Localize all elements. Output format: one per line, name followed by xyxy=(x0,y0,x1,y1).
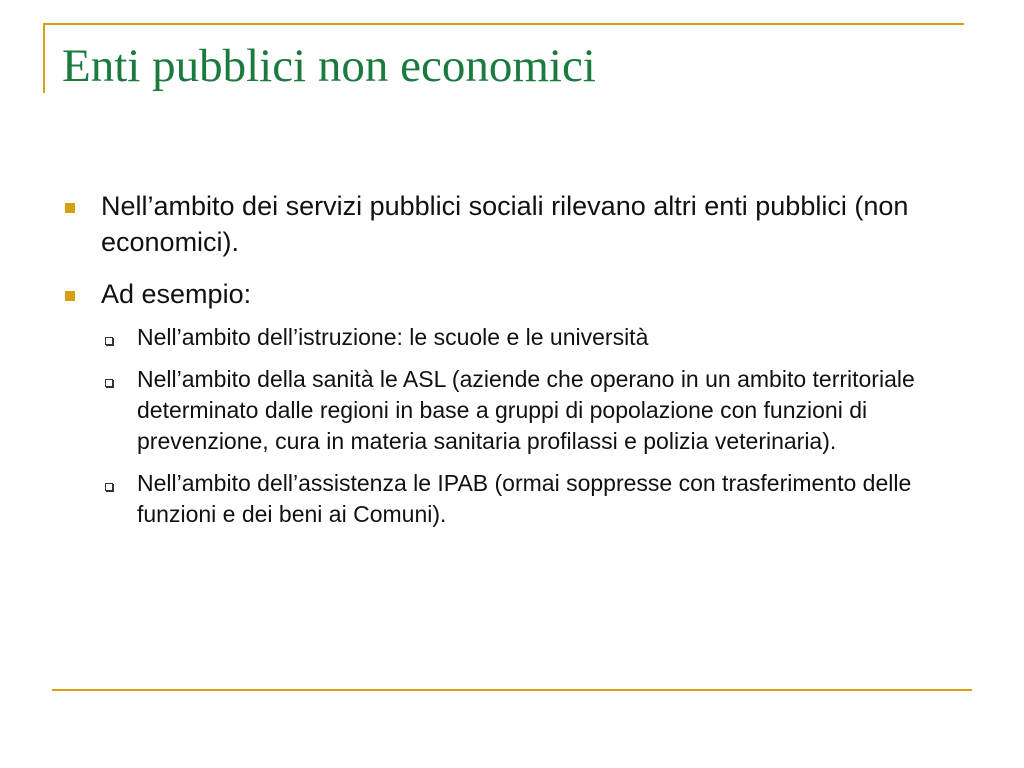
slide-body xyxy=(62,188,962,541)
bullet-text: Ad esempio: xyxy=(101,279,252,309)
sub-bullet-text: Nell’ambito dell’assistenza le IPAB (ormai soppresse con trasferimento delle funzioni e dei beni ai Comuni). xyxy=(137,470,912,527)
sub-bullet-list xyxy=(101,322,931,530)
footer-divider-line xyxy=(52,689,972,691)
bullet-item xyxy=(62,188,962,260)
sub-bullet-text: Nell’ambito dell’istruzione: le scuole e le università xyxy=(137,324,649,350)
sub-bullet-item xyxy=(101,364,931,457)
filled-square-bullet-icon xyxy=(65,203,75,213)
title-frame-vertical-line xyxy=(43,23,45,93)
hollow-square-bullet-icon xyxy=(105,483,113,491)
title-frame-top-line xyxy=(43,23,964,25)
sub-bullet-text: Nell’ambito della sanità le ASL (aziende che operano in un ambito territoriale determinato dalle regioni in base a gruppi di popolazione con funzioni di prevenzione, cura in materia sanitaria profilassi e polizia veterinaria). xyxy=(137,366,915,454)
filled-square-bullet-icon xyxy=(65,291,75,301)
hollow-square-bullet-icon xyxy=(105,379,113,387)
slide-title: Enti pubblici non economici xyxy=(62,40,596,92)
hollow-square-bullet-icon xyxy=(105,337,113,345)
bullet-list xyxy=(62,188,962,312)
bullet-item xyxy=(62,276,962,312)
sub-bullet-item xyxy=(101,468,931,530)
bullet-text: Nell’ambito dei servizi pubblici sociali rilevano altri enti pubblici (non economici). xyxy=(101,191,909,257)
sub-bullet-item xyxy=(101,322,931,353)
